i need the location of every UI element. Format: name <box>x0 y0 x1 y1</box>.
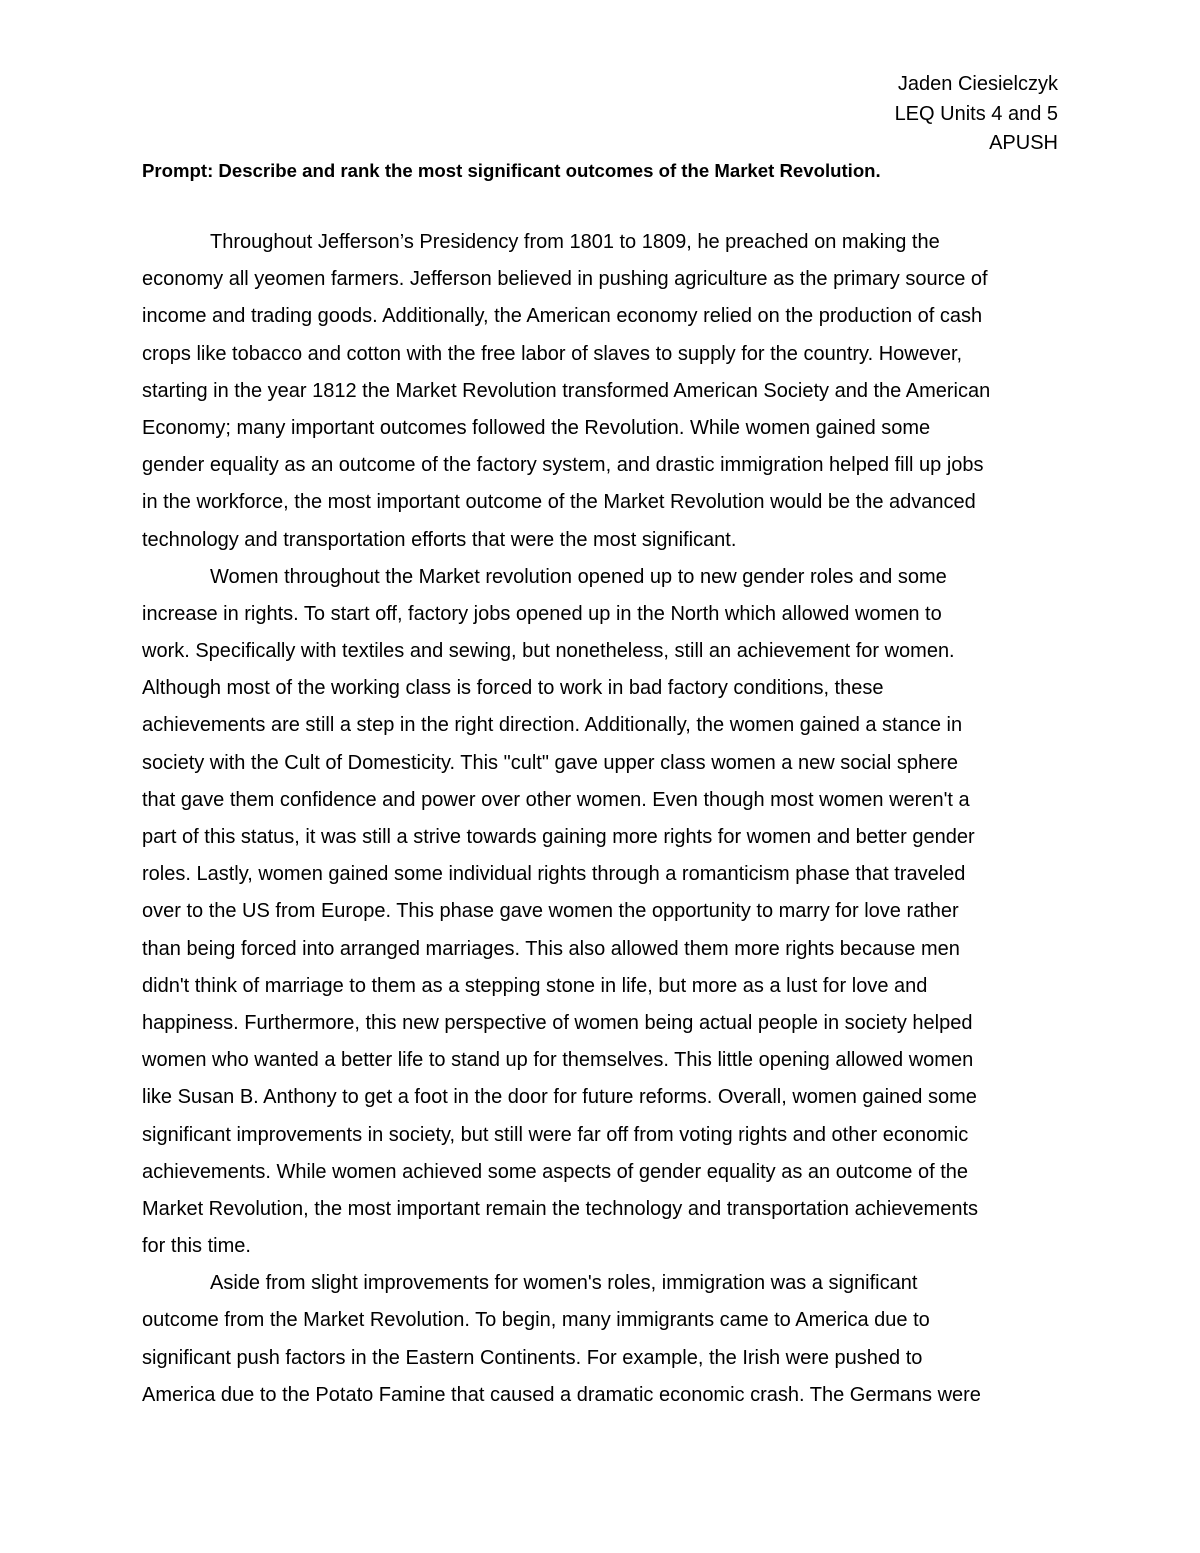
header-block <box>895 70 1058 159</box>
paragraph-line: Economy; many important outcomes followed the Revolution. While women gained some <box>142 416 931 439</box>
paragraph-line: women who wanted a better life to stand up for themselves. This little opening allowed women <box>142 1049 974 1072</box>
paragraph-line: technology and transportation efforts that were the most significant. <box>142 528 737 551</box>
paragraph-line: work. Specifically with textiles and sewing, but nonetheless, still an achievement for women. <box>142 640 955 663</box>
paragraph-line: in the workforce, the most important outcome of the Market Revolution would be the advanced <box>142 491 976 514</box>
paragraph-line: Throughout Jefferson’s Presidency from 1801 to 1809, he preached on making the <box>210 231 940 253</box>
assignment-title: LEQ Units 4 and 5 <box>894 102 1058 125</box>
paragraph-line: over to the US from Europe. This phase gave women the opportunity to marry for love rather <box>142 900 959 923</box>
paragraph-line: achievements. While women achieved some aspects of gender equality as an outcome of the <box>142 1160 969 1183</box>
paragraph-line: Market Revolution, the most important remain the technology and transportation achievements <box>142 1197 978 1220</box>
paragraph-line: increase in rights. To start off, factory jobs opened up in the North which allowed women to <box>142 602 942 625</box>
essay-body <box>142 224 1072 1414</box>
paragraph-line: outcome from the Market Revolution. To begin, many immigrants came to America due to <box>142 1309 930 1332</box>
paragraph-line: didn't think of marriage to them as a stepping stone in life, but more as a lust for love and <box>142 974 928 997</box>
paragraph-line: that gave them confidence and power over other women. Even though most women weren't a <box>142 788 970 811</box>
paragraph-line: economy all yeomen farmers. Jefferson believed in pushing agriculture as the primary source of <box>142 268 988 291</box>
paragraph-line: society with the Cult of Domesticity. This "cult" gave upper class women a new social sphere <box>142 751 959 774</box>
paragraph-line: America due to the Potato Famine that caused a dramatic economic crash. The Germans were <box>142 1383 981 1406</box>
paragraph-line: income and trading goods. Additionally, the American economy relied on the production of cash <box>142 305 983 328</box>
paragraph-line: part of this status, it was still a strive towards gaining more rights for women and better gender <box>142 826 975 848</box>
paragraph-line: significant push factors in the Eastern Continents. For example, the Irish were pushed to <box>142 1346 923 1369</box>
essay-prompt: Prompt: Describe and rank the most significant outcomes of the Market Revolution. <box>142 160 881 181</box>
course-name: APUSH <box>989 132 1058 154</box>
paragraph-line: starting in the year 1812 the Market Revolution transformed American Society and the American <box>142 379 991 402</box>
paragraph-line: roles. Lastly, women gained some individual rights through a romanticism phase that traveled <box>142 863 966 886</box>
paragraph-line: significant improvements in society, but still were far off from voting rights and other economic <box>142 1123 969 1146</box>
author-name: Jaden Ciesielczyk <box>897 73 1058 95</box>
paragraph-line: Women throughout the Market revolution opened up to new gender roles and some <box>210 565 947 588</box>
paragraph-line: for this time. <box>142 1235 251 1258</box>
paragraph-line: crops like tobacco and cotton with the free labor of slaves to supply for the country. However, <box>142 342 963 365</box>
paragraph-line: like Susan B. Anthony to get a foot in the door for future reforms. Overall, women gained some <box>142 1086 977 1109</box>
paragraph-line: achievements are still a step in the right direction. Additionally, the women gained a stance in <box>142 714 963 737</box>
paragraph-line: Aside from slight improvements for women's roles, immigration was a significant <box>210 1272 918 1295</box>
paragraph-line: Although most of the working class is forced to work in bad factory conditions, these <box>142 677 884 700</box>
paragraph-line: happiness. Furthermore, this new perspective of women being actual people in society helped <box>142 1011 973 1034</box>
paragraph-line: than being forced into arranged marriages. This also allowed them more rights because men <box>142 937 960 960</box>
paragraph-line: gender equality as an outcome of the factory system, and drastic immigration helped fill up jobs <box>142 454 984 477</box>
